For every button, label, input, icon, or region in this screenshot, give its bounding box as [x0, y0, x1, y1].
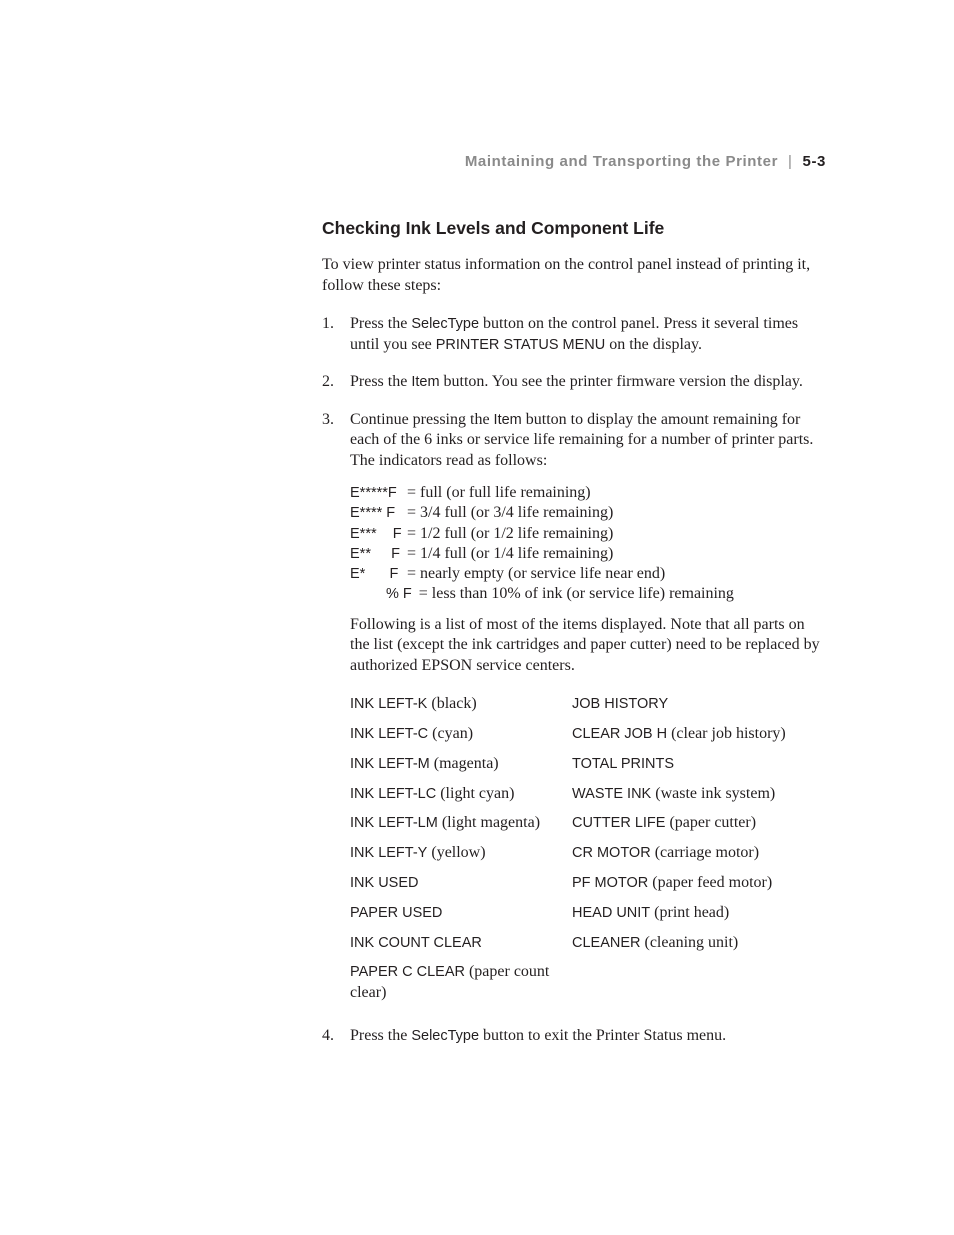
indicator-row [350, 483, 828, 503]
text-run: button. You see the printer firmware version the display. [439, 373, 803, 390]
indicator-row [350, 564, 828, 584]
item-code: INK LEFT-K [350, 696, 428, 713]
status-item [350, 754, 572, 775]
item-code: INK LEFT-M [350, 755, 430, 772]
item-desc: (waste ink system) [651, 784, 776, 802]
indicator-desc: = nearly empty (or service life near end) [403, 565, 666, 583]
indicator-desc: = less than 10% of ink (or service life) remaining [414, 585, 734, 603]
item-desc: (paper count clear) [350, 963, 550, 1001]
item-code: PF MOTOR [572, 875, 649, 892]
item-code: TOTAL PRINTS [572, 755, 675, 772]
status-item [572, 694, 826, 715]
status-item [572, 843, 826, 864]
item-code: INK LEFT-C [350, 726, 429, 743]
item-code: CLEANER [572, 934, 641, 951]
step-text [350, 314, 828, 355]
indicator-desc: = 1/4 full (or 1/4 life remaining) [403, 544, 614, 562]
status-item [350, 784, 572, 805]
indicator-desc: = 1/2 full (or 1/2 life remaining) [403, 524, 614, 542]
text-run: button to display the amount remaining for each of the 6 inks or service life remaining for a number of printer parts. The indicators read as follows: [350, 410, 814, 469]
item-code: PAPER C CLEAR [350, 964, 465, 981]
item-desc: (paper cutter) [665, 814, 757, 832]
step-text [350, 1026, 828, 1047]
item-desc: (cyan) [428, 725, 474, 743]
indicator-desc: = 3/4 full (or 3/4 life remaining) [403, 504, 614, 522]
item-button-label: Item [493, 411, 522, 428]
status-item [572, 903, 826, 924]
indicator-code: E** F [350, 545, 400, 562]
item-button-label: Item [411, 374, 440, 390]
indicator-row [350, 584, 828, 604]
main-content [322, 218, 828, 1064]
display-message: PRINTER STATUS MENU [435, 336, 606, 353]
items-intro-paragraph: Following is a list of most of the items displayed. Note that all parts on the list (except the ink cartridges and paper cutter) need to be replaced by authorized EPSON service centers. [350, 615, 820, 674]
item-code: CR MOTOR [572, 845, 651, 862]
page-number: 5-3 [802, 153, 826, 170]
item-desc: (clear job history) [667, 725, 786, 743]
indicator-row [350, 544, 828, 564]
item-code: INK LEFT-LC [350, 785, 437, 802]
text-run: Press the [350, 315, 412, 332]
item-code: CLEAR JOB H [572, 726, 668, 743]
status-item [350, 962, 572, 1003]
item-desc: (yellow) [427, 844, 486, 862]
selectype-button-label: SelecType [411, 1028, 480, 1045]
status-items-list [350, 694, 828, 1003]
indicator-code: % F [386, 586, 412, 603]
indicator-desc: = full (or full life remaining) [403, 484, 591, 501]
status-item [350, 813, 572, 834]
item-desc: (cleaning unit) [640, 933, 739, 951]
item-desc: (light cyan) [436, 784, 515, 802]
step-number: 4. [322, 1027, 334, 1045]
item-code: CUTTER LIFE [572, 815, 666, 832]
indicator-code: E* F [350, 566, 399, 583]
indicator-code: E**** F [350, 505, 396, 522]
status-item [350, 843, 572, 864]
item-desc: (print head) [650, 903, 730, 921]
status-item-empty [572, 962, 826, 1003]
indicator-row [350, 524, 828, 544]
status-item [350, 873, 572, 894]
status-item [350, 903, 572, 924]
status-item [350, 724, 572, 745]
status-item [350, 694, 572, 715]
step-text [350, 372, 828, 393]
selectype-button-label: SelecType [411, 316, 480, 332]
header-separator: | [788, 153, 793, 170]
text-run: Press the [350, 1027, 412, 1045]
item-code: WASTE INK [572, 785, 652, 802]
item-code: INK LEFT-LM [350, 815, 438, 832]
item-code: INK COUNT CLEAR [350, 934, 482, 951]
running-header [465, 153, 826, 170]
indicator-legend [350, 483, 828, 605]
status-item [572, 724, 826, 745]
text-run: button to exit the Printer Status menu. [479, 1027, 727, 1045]
status-item [572, 873, 826, 894]
step-3 [322, 410, 828, 1004]
intro-paragraph: To view printer status information on the control panel instead of printing it, follow these steps: [322, 256, 811, 294]
item-desc: (light magenta) [437, 814, 541, 832]
text-run: on the display. [605, 335, 702, 353]
chapter-title: Maintaining and Transporting the Printer [464, 153, 779, 170]
status-item [350, 933, 572, 954]
indicator-code: E*****F [350, 485, 397, 501]
step-text [350, 410, 828, 472]
indicator-code: E*** F [350, 525, 402, 542]
item-code: JOB HISTORY [572, 696, 669, 713]
item-desc: (magenta) [429, 754, 499, 772]
item-code: PAPER USED [350, 904, 443, 921]
item-code: INK USED [350, 875, 419, 892]
step-number: 3. [322, 410, 334, 428]
step-2 [322, 372, 828, 393]
status-item [572, 813, 826, 834]
item-desc: (carriage motor) [650, 844, 760, 862]
status-item [572, 933, 826, 954]
item-desc: (black) [427, 695, 477, 713]
step-number: 1. [322, 315, 334, 332]
item-desc: (paper feed motor) [648, 874, 773, 892]
text-run: Continue pressing the [350, 410, 494, 428]
status-item [572, 754, 826, 775]
text-run: button on the control panel. Press it several times until you see [350, 315, 799, 353]
indicator-row [350, 503, 828, 523]
step-1 [322, 314, 828, 355]
item-code: HEAD UNIT [572, 904, 651, 921]
step-4 [322, 1026, 828, 1047]
item-code: INK LEFT-Y [350, 845, 428, 862]
step-number: 2. [322, 373, 334, 390]
status-item [572, 784, 826, 805]
section-title: Checking Ink Levels and Component Life [322, 218, 665, 238]
text-run: Press the [350, 373, 412, 390]
